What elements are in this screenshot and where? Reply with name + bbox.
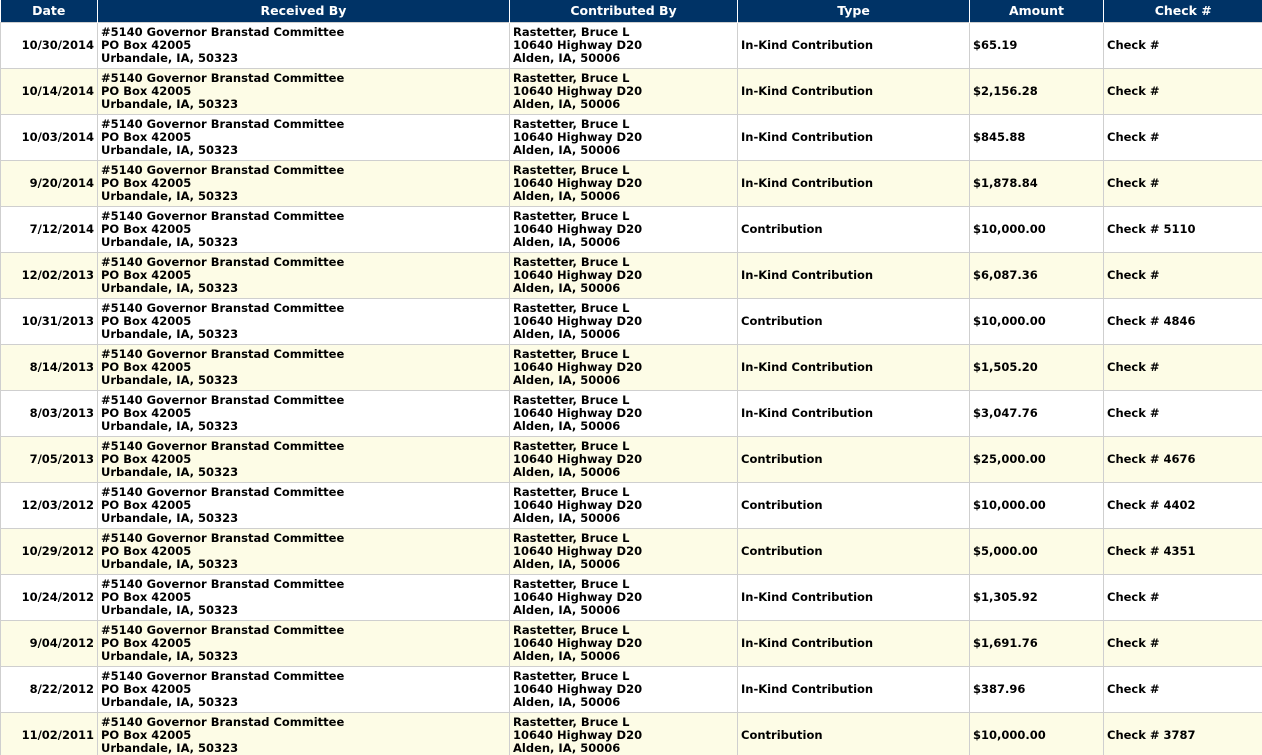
received-by-line: Urbandale, IA, 50323 <box>101 694 239 709</box>
received-by-line: Urbandale, IA, 50323 <box>101 96 239 111</box>
table-row <box>1 666 1262 712</box>
date-cell: 11/02/2011 <box>1 712 98 755</box>
received-by-cell <box>98 620 510 666</box>
contributed-by-line: Rastetter, Bruce L <box>513 254 630 269</box>
type-cell: In-Kind Contribution <box>738 344 970 390</box>
received-by-cell <box>98 712 510 755</box>
type-cell: In-Kind Contribution <box>738 68 970 114</box>
received-by-line: #5140 Governor Branstad Committee <box>101 162 345 177</box>
received-by-cell <box>98 206 510 252</box>
contributed-by-cell <box>510 68 738 114</box>
check-cell: Check # <box>1104 22 1262 68</box>
received-by-line: #5140 Governor Branstad Committee <box>101 668 345 683</box>
amount-cell: $10,000.00 <box>970 298 1104 344</box>
amount-cell: $25,000.00 <box>970 436 1104 482</box>
received-by-line: Urbandale, IA, 50323 <box>101 418 239 433</box>
table-header <box>1 0 1262 22</box>
table-row <box>1 344 1262 390</box>
type-cell: In-Kind Contribution <box>738 620 970 666</box>
check-cell: Check # 4846 <box>1104 298 1262 344</box>
check-cell: Check # 3787 <box>1104 712 1262 755</box>
received-by-cell <box>98 344 510 390</box>
amount-cell: $1,305.92 <box>970 574 1104 620</box>
contributed-by-cell <box>510 206 738 252</box>
received-by-line: #5140 Governor Branstad Committee <box>101 714 345 729</box>
date-cell: 9/20/2014 <box>1 160 98 206</box>
type-cell: Contribution <box>738 436 970 482</box>
check-cell: Check # 4402 <box>1104 482 1262 528</box>
type-cell: Contribution <box>738 528 970 574</box>
table-row <box>1 436 1262 482</box>
amount-cell: $10,000.00 <box>970 206 1104 252</box>
received-by-cell <box>98 252 510 298</box>
amount-cell: $10,000.00 <box>970 712 1104 755</box>
contributed-by-line: Alden, IA, 50006 <box>513 234 621 249</box>
contributed-by-line: Alden, IA, 50006 <box>513 694 621 709</box>
contributed-by-cell <box>510 252 738 298</box>
check-cell: Check # <box>1104 390 1262 436</box>
contributed-by-line: Alden, IA, 50006 <box>513 602 621 617</box>
received-by-line: PO Box 42005 <box>101 37 192 52</box>
received-by-line: #5140 Governor Branstad Committee <box>101 254 345 269</box>
date-cell: 7/12/2014 <box>1 206 98 252</box>
contributed-by-line: Alden, IA, 50006 <box>513 280 621 295</box>
type-cell: In-Kind Contribution <box>738 252 970 298</box>
contributed-by-line: Alden, IA, 50006 <box>513 326 621 341</box>
contributed-by-cell <box>510 666 738 712</box>
amount-cell: $10,000.00 <box>970 482 1104 528</box>
check-cell: Check # <box>1104 666 1262 712</box>
received-by-line: #5140 Governor Branstad Committee <box>101 392 345 407</box>
check-cell: Check # <box>1104 114 1262 160</box>
amount-cell: $1,691.76 <box>970 620 1104 666</box>
received-by-line: #5140 Governor Branstad Committee <box>101 24 345 39</box>
received-by-line: PO Box 42005 <box>101 497 192 512</box>
contributed-by-line: 10640 Highway D20 <box>513 221 643 236</box>
contributed-by-cell <box>510 22 738 68</box>
contributed-by-line: Rastetter, Bruce L <box>513 300 630 315</box>
contributed-by-cell <box>510 344 738 390</box>
contributed-by-line: Rastetter, Bruce L <box>513 622 630 637</box>
contributed-by-line: Rastetter, Bruce L <box>513 208 630 223</box>
received-by-line: PO Box 42005 <box>101 589 192 604</box>
date-cell: 10/30/2014 <box>1 22 98 68</box>
contributed-by-line: 10640 Highway D20 <box>513 589 643 604</box>
contributed-by-line: Rastetter, Bruce L <box>513 162 630 177</box>
check-cell: Check # 4351 <box>1104 528 1262 574</box>
amount-cell: $387.96 <box>970 666 1104 712</box>
contributed-by-line: Rastetter, Bruce L <box>513 116 630 131</box>
contributed-by-line: 10640 Highway D20 <box>513 37 643 52</box>
contributed-by-cell <box>510 528 738 574</box>
contributed-by-line: 10640 Highway D20 <box>513 543 643 558</box>
table-row <box>1 620 1262 666</box>
amount-cell: $1,505.20 <box>970 344 1104 390</box>
amount-cell: $65.19 <box>970 22 1104 68</box>
check-cell: Check # 4676 <box>1104 436 1262 482</box>
contributed-by-line: Rastetter, Bruce L <box>513 346 630 361</box>
contributed-by-line: Alden, IA, 50006 <box>513 510 621 525</box>
table-row <box>1 114 1262 160</box>
received-by-line: PO Box 42005 <box>101 405 192 420</box>
header-amount[interactable]: Amount <box>970 0 1104 22</box>
type-cell: In-Kind Contribution <box>738 390 970 436</box>
received-by-line: #5140 Governor Branstad Committee <box>101 346 345 361</box>
received-by-cell <box>98 160 510 206</box>
contributed-by-line: Rastetter, Bruce L <box>513 714 630 729</box>
contributed-by-cell <box>510 436 738 482</box>
received-by-line: #5140 Governor Branstad Committee <box>101 300 345 315</box>
received-by-line: Urbandale, IA, 50323 <box>101 740 239 755</box>
amount-cell: $3,047.76 <box>970 390 1104 436</box>
contributed-by-line: Rastetter, Bruce L <box>513 438 630 453</box>
received-by-line: PO Box 42005 <box>101 543 192 558</box>
header-contributed-by[interactable]: Contributed By <box>510 0 738 22</box>
date-cell: 8/03/2013 <box>1 390 98 436</box>
received-by-line: PO Box 42005 <box>101 727 192 742</box>
contributed-by-line: Alden, IA, 50006 <box>513 142 621 157</box>
check-cell: Check # <box>1104 68 1262 114</box>
received-by-line: PO Box 42005 <box>101 451 192 466</box>
table-row <box>1 206 1262 252</box>
date-cell: 10/24/2012 <box>1 574 98 620</box>
contributed-by-line: 10640 Highway D20 <box>513 635 643 650</box>
received-by-cell <box>98 114 510 160</box>
type-cell: In-Kind Contribution <box>738 22 970 68</box>
date-cell: 8/22/2012 <box>1 666 98 712</box>
check-cell: Check # <box>1104 620 1262 666</box>
received-by-line: Urbandale, IA, 50323 <box>101 188 239 203</box>
contributed-by-line: 10640 Highway D20 <box>513 359 643 374</box>
table-row <box>1 712 1262 755</box>
type-cell: In-Kind Contribution <box>738 666 970 712</box>
received-by-cell <box>98 436 510 482</box>
amount-cell: $5,000.00 <box>970 528 1104 574</box>
type-cell: Contribution <box>738 298 970 344</box>
contributed-by-line: Alden, IA, 50006 <box>513 740 621 755</box>
received-by-line: #5140 Governor Branstad Committee <box>101 116 345 131</box>
type-cell: In-Kind Contribution <box>738 574 970 620</box>
type-cell: Contribution <box>738 206 970 252</box>
amount-cell: $2,156.28 <box>970 68 1104 114</box>
contributed-by-line: 10640 Highway D20 <box>513 727 643 742</box>
received-by-cell <box>98 298 510 344</box>
received-by-line: #5140 Governor Branstad Committee <box>101 622 345 637</box>
contributed-by-line: Rastetter, Bruce L <box>513 668 630 683</box>
contributed-by-line: 10640 Highway D20 <box>513 267 643 282</box>
date-cell: 10/14/2014 <box>1 68 98 114</box>
received-by-line: PO Box 42005 <box>101 681 192 696</box>
table-row <box>1 482 1262 528</box>
received-by-line: PO Box 42005 <box>101 129 192 144</box>
received-by-line: Urbandale, IA, 50323 <box>101 326 239 341</box>
date-cell: 8/14/2013 <box>1 344 98 390</box>
received-by-line: PO Box 42005 <box>101 267 192 282</box>
date-cell: 10/29/2012 <box>1 528 98 574</box>
table-row <box>1 298 1262 344</box>
received-by-line: Urbandale, IA, 50323 <box>101 280 239 295</box>
received-by-line: Urbandale, IA, 50323 <box>101 464 239 479</box>
received-by-line: Urbandale, IA, 50323 <box>101 50 239 65</box>
contributed-by-line: Rastetter, Bruce L <box>513 392 630 407</box>
contributed-by-line: Rastetter, Bruce L <box>513 576 630 591</box>
received-by-cell <box>98 68 510 114</box>
amount-cell: $1,878.84 <box>970 160 1104 206</box>
contributed-by-line: 10640 Highway D20 <box>513 83 643 98</box>
received-by-line: #5140 Governor Branstad Committee <box>101 438 345 453</box>
contributed-by-line: Alden, IA, 50006 <box>513 648 621 663</box>
received-by-line: Urbandale, IA, 50323 <box>101 602 239 617</box>
received-by-line: Urbandale, IA, 50323 <box>101 556 239 571</box>
amount-cell: $845.88 <box>970 114 1104 160</box>
received-by-line: PO Box 42005 <box>101 83 192 98</box>
contributed-by-cell <box>510 160 738 206</box>
contributed-by-cell <box>510 298 738 344</box>
received-by-cell <box>98 482 510 528</box>
header-type[interactable]: Type <box>738 0 970 22</box>
table-row <box>1 160 1262 206</box>
table-row <box>1 252 1262 298</box>
received-by-cell <box>98 22 510 68</box>
contributed-by-line: Alden, IA, 50006 <box>513 372 621 387</box>
date-cell: 10/03/2014 <box>1 114 98 160</box>
contributed-by-line: Rastetter, Bruce L <box>513 24 630 39</box>
contributed-by-line: Alden, IA, 50006 <box>513 96 621 111</box>
date-cell: 10/31/2013 <box>1 298 98 344</box>
received-by-line: #5140 Governor Branstad Committee <box>101 70 345 85</box>
contributed-by-line: 10640 Highway D20 <box>513 681 643 696</box>
received-by-line: Urbandale, IA, 50323 <box>101 648 239 663</box>
table-row <box>1 68 1262 114</box>
header-received-by[interactable]: Received By <box>98 0 510 22</box>
contributed-by-line: Alden, IA, 50006 <box>513 50 621 65</box>
date-cell: 12/03/2012 <box>1 482 98 528</box>
received-by-cell <box>98 528 510 574</box>
received-by-cell <box>98 666 510 712</box>
contributed-by-cell <box>510 620 738 666</box>
type-cell: In-Kind Contribution <box>738 160 970 206</box>
received-by-line: #5140 Governor Branstad Committee <box>101 484 345 499</box>
contributed-by-line: Rastetter, Bruce L <box>513 484 630 499</box>
table-row <box>1 528 1262 574</box>
contributed-by-line: Alden, IA, 50006 <box>513 418 621 433</box>
contributed-by-cell <box>510 114 738 160</box>
contributed-by-line: Rastetter, Bruce L <box>513 530 630 545</box>
contributed-by-line: Rastetter, Bruce L <box>513 70 630 85</box>
contributed-by-line: Alden, IA, 50006 <box>513 464 621 479</box>
contributed-by-line: Alden, IA, 50006 <box>513 188 621 203</box>
check-cell: Check # <box>1104 574 1262 620</box>
type-cell: Contribution <box>738 712 970 755</box>
received-by-line: Urbandale, IA, 50323 <box>101 142 239 157</box>
table-row <box>1 574 1262 620</box>
received-by-line: PO Box 42005 <box>101 359 192 374</box>
contributed-by-line: Alden, IA, 50006 <box>513 556 621 571</box>
received-by-line: #5140 Governor Branstad Committee <box>101 576 345 591</box>
received-by-cell <box>98 390 510 436</box>
date-cell: 12/02/2013 <box>1 252 98 298</box>
received-by-line: PO Box 42005 <box>101 313 192 328</box>
contributed-by-line: 10640 Highway D20 <box>513 129 643 144</box>
type-cell: Contribution <box>738 482 970 528</box>
contributed-by-line: 10640 Highway D20 <box>513 497 643 512</box>
contributed-by-line: 10640 Highway D20 <box>513 313 643 328</box>
received-by-line: PO Box 42005 <box>101 221 192 236</box>
contributed-by-line: 10640 Highway D20 <box>513 405 643 420</box>
contributed-by-cell <box>510 712 738 755</box>
received-by-cell <box>98 574 510 620</box>
check-cell: Check # <box>1104 160 1262 206</box>
table-row <box>1 22 1262 68</box>
amount-cell: $6,087.36 <box>970 252 1104 298</box>
table-body <box>1 22 1262 755</box>
type-cell: In-Kind Contribution <box>738 114 970 160</box>
contributed-by-cell <box>510 574 738 620</box>
contributed-by-line: 10640 Highway D20 <box>513 451 643 466</box>
header-row <box>1 0 1262 22</box>
contributed-by-cell <box>510 390 738 436</box>
table-row <box>1 390 1262 436</box>
received-by-line: #5140 Governor Branstad Committee <box>101 208 345 223</box>
header-check-number[interactable]: Check # <box>1154 3 1212 19</box>
received-by-line: Urbandale, IA, 50323 <box>101 234 239 249</box>
received-by-line: Urbandale, IA, 50323 <box>101 372 239 387</box>
received-by-line: #5140 Governor Branstad Committee <box>101 530 345 545</box>
received-by-line: PO Box 42005 <box>101 635 192 650</box>
date-cell: 7/05/2013 <box>1 436 98 482</box>
received-by-line: Urbandale, IA, 50323 <box>101 510 239 525</box>
contributed-by-cell <box>510 482 738 528</box>
check-cell: Check # 5110 <box>1104 206 1262 252</box>
check-cell: Check # <box>1104 344 1262 390</box>
header-date[interactable]: Date <box>1 0 98 22</box>
date-cell: 9/04/2012 <box>1 620 98 666</box>
contributed-by-line: 10640 Highway D20 <box>513 175 643 190</box>
received-by-line: PO Box 42005 <box>101 175 192 190</box>
check-cell: Check # <box>1104 252 1262 298</box>
